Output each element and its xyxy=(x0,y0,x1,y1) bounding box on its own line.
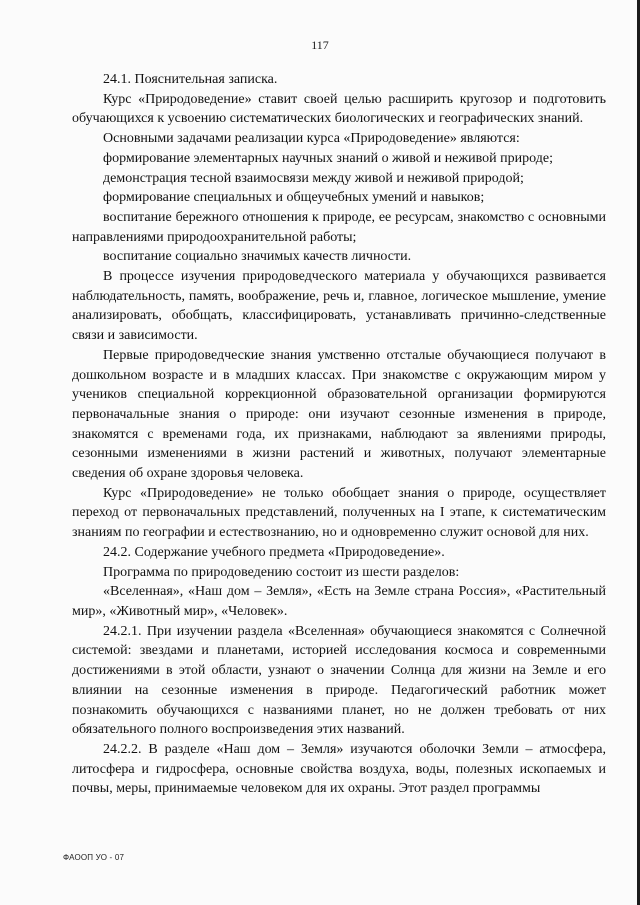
paragraph: Курс «Природоведение» ставит своей целью расширить кругозор и подготовить обучающихся к усвоению систематических биологических и географических знаний. xyxy=(72,91,606,127)
paragraph: Основными задачами реализации курса «Природоведение» являются: xyxy=(103,131,520,147)
paragraph: 24.2.2. В разделе «Наш дом – Земля» изучаются оболочки Земли – атмосфера, литосфера и гидросфера, основные свойства воздуха, воды, полезных ископаемых и почвы, меры, принимаемые человеком для их охраны. Этот раздел программы xyxy=(72,741,606,797)
paragraph: воспитание бережного отношения к природе, ее ресурсам, знакомство с основными направлениями природоохранительной работы; xyxy=(72,209,606,245)
paragraph: «Вселенная», «Наш дом – Земля», «Есть на Земле страна Россия», «Растительный мир», «Животный мир», «Человек». xyxy=(72,584,606,619)
paragraph: формирование элементарных научных знаний о живой и неживой природе; xyxy=(103,150,553,166)
document-body xyxy=(72,70,606,799)
paragraph: воспитание социально значимых качеств личности. xyxy=(103,249,412,265)
section-heading: 24.2. Содержание учебного предмета «Природоведение». xyxy=(103,544,445,560)
paragraph: Курс «Природоведение» не только обобщает знания о природе, осуществляет переход от первоначальных представлений, полученных на I этапе, к систематическим знаниям по географии и естествознанию, но и одновременно служит основой для них. xyxy=(72,485,606,541)
paragraph: формирование специальных и общеучебных умений и навыков; xyxy=(103,190,485,206)
paragraph: В процессе изучения природоведческого материала у обучающихся развивается наблюдательность, память, воображение, речь и, главное, логическое мышление, умение анализировать, обобщать, классифицировать, устанавливать причинно-следственные связи и зависимости. xyxy=(72,269,606,344)
paragraph: 24.1. Пояснительная записка. xyxy=(103,72,278,87)
paragraph: Первые природоведческие знания умственно отсталые обучающиеся получают в дошкольном возрасте и в младших классах. При знакомстве с окружающим миром у учеников специальной коррекционной образовательной организации формируются первоначальные знания о природе: они изучают сезонные изменения в природе, знакомятся с временами года, их признаками, наблюдают за явлениями природы, сезонными изменениями в жизни растений и животных, получают элементарные сведения об охране здоровья человека. xyxy=(72,347,606,482)
paragraph: Программа по природоведению состоит из шести разделов: xyxy=(103,564,460,580)
footer-code: ФАООП УО - 07 xyxy=(63,853,125,862)
paragraph: 24.2.1. При изучении раздела «Вселенная» обучающиеся знакомятся с Солнечной системой: звездами и планетами, историей исследования космоса и современными достижениями в этой области, узнают о значении Солнца для жизни на Земле и его влиянии на сезонные изменения в природе. Педагогический работник может познакомить обучающихся с названиями планет, но не должен требовать от них обязательного полного воспроизведения этих названий. xyxy=(72,623,606,738)
paragraph: демонстрация тесной взаимосвязи между живой и неживой природой; xyxy=(103,170,524,186)
page-number: 117 xyxy=(311,38,329,52)
